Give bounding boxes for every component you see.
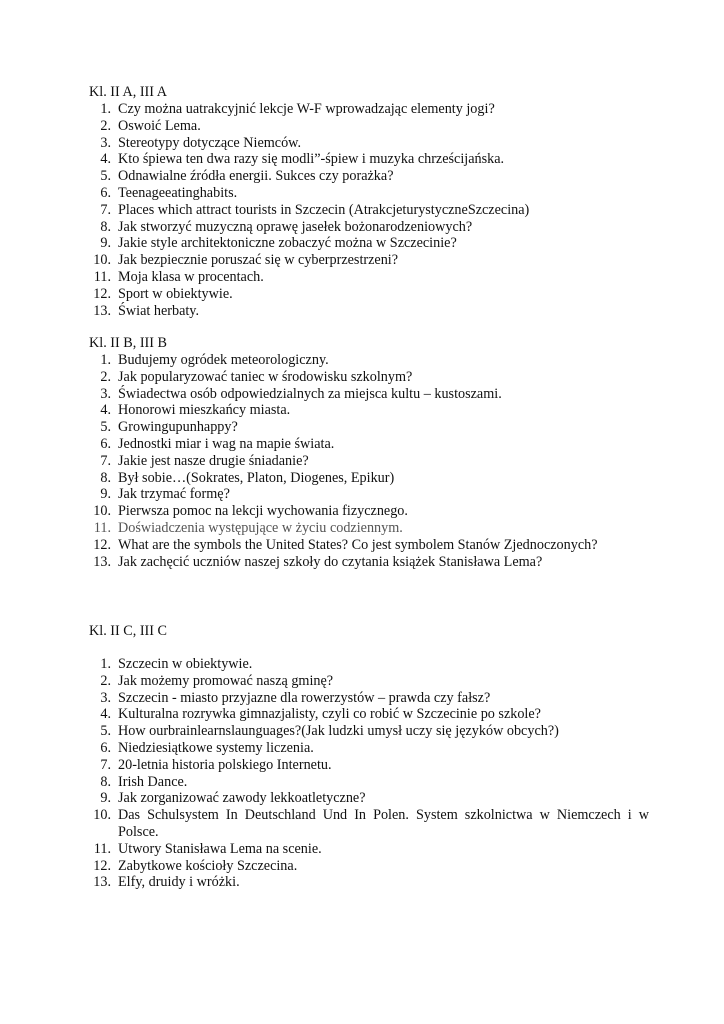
item-text: Jak trzymać formę? [118, 486, 230, 503]
list-item [89, 706, 649, 723]
item-number: 2. [100, 117, 111, 134]
item-number: 12. [93, 285, 111, 302]
item-text: Sport w obiektywie. [118, 285, 233, 302]
item-text: Jak popularyzować taniec w środowisku szkolnym? [118, 368, 413, 385]
item-number: 9. [100, 486, 111, 503]
item-text: Jak stworzyć muzyczną oprawę jasełek bożonarodzeniowych? [118, 218, 473, 235]
list-item [89, 656, 649, 673]
section-heading: Kl. II A, III A [89, 84, 168, 100]
item-number: 2. [100, 368, 111, 385]
list-item [89, 185, 649, 202]
item-text: Irish Dance. [118, 773, 188, 790]
item-number: 13. [93, 553, 111, 570]
item-number: 10. [93, 252, 111, 269]
item-number: 9. [100, 235, 111, 252]
list-item [89, 352, 649, 369]
item-text: Jak zachęcić uczniów naszej szkoły do czytania książek Stanisława Lema? [118, 553, 543, 570]
item-number: 3. [100, 134, 111, 151]
item-text: Niedziesiątkowe systemy liczenia. [118, 739, 314, 756]
list-item [89, 520, 649, 537]
item-number: 11. [93, 268, 111, 285]
list-item [89, 168, 649, 185]
list-item [89, 503, 649, 520]
item-number: 3. [100, 385, 111, 402]
list-item [89, 453, 649, 470]
item-number: 4. [100, 151, 111, 168]
item-number: 12. [93, 857, 111, 874]
list-item [89, 369, 649, 386]
list-item [89, 841, 649, 858]
item-text: Utwory Stanisława Lema na scenie. [118, 840, 322, 857]
section-heading: Kl. II B, III B [89, 335, 168, 351]
topic-list [89, 656, 649, 891]
list-item [89, 537, 649, 554]
item-number: 1. [100, 352, 111, 368]
section-class-a [89, 84, 649, 319]
list-item [89, 673, 649, 690]
item-text: How ourbrainlearnslaunguages?(Jak ludzki umysł uczy się języków obcych?) [118, 723, 559, 740]
item-text: Teenageeatinghabits. [118, 184, 238, 201]
item-number: 6. [100, 435, 111, 452]
item-text: Jednostki miar i wag na mapie świata. [118, 435, 335, 452]
item-text: What are the symbols the United States? Co jest symbolem Stanów Zjednoczonych? [118, 536, 598, 553]
list-item [89, 252, 649, 269]
item-number: 11. [93, 840, 111, 857]
item-number: 5. [100, 419, 111, 436]
item-text: Places which attract tourists in Szczecin (AtrakcjeturystyczneSzczecina) [118, 201, 530, 218]
list-item [89, 470, 649, 487]
item-text: Odnawialne źródła energii. Sukces czy porażka? [118, 168, 394, 185]
list-item [89, 858, 649, 875]
item-number: 7. [100, 201, 111, 218]
item-number: 12. [93, 536, 111, 553]
list-item [89, 303, 649, 320]
item-text: Zabytkowe kościoły Szczecina. [118, 857, 298, 874]
item-text: Szczecin - miasto przyjazne dla rowerzystów – prawda czy fałsz? [118, 689, 491, 706]
list-item [89, 723, 649, 740]
list-item [89, 486, 649, 503]
topic-list [89, 101, 649, 319]
item-text: Kulturalna rozrywka gimnazjalisty, czyli co robić w Szczecinie po szkole? [118, 706, 541, 723]
item-text: Czy można uatrakcyjnić lekcje W-F wprowadzając elementy jogi? [118, 101, 495, 117]
topic-list [89, 352, 649, 570]
item-number: 8. [100, 773, 111, 790]
list-item [89, 151, 649, 168]
section-class-c [89, 623, 649, 891]
item-text: Das Schulsystem In Deutschland Und In Polen. System szkolnictwa w Niemczech i w Polsce. [118, 807, 649, 840]
item-number: 7. [100, 756, 111, 773]
item-text: Świadectwa osób odpowiedzialnych za miejsca kultu – kustoszami. [118, 385, 502, 402]
item-text: Kto śpiewa ten dwa razy się modli”-śpiew i muzyka chrześcijańska. [118, 151, 505, 168]
item-number: 5. [100, 168, 111, 185]
item-number: 6. [100, 184, 111, 201]
section-heading: Kl. II C, III C [89, 623, 168, 639]
item-number: 10. [93, 503, 111, 520]
list-item [89, 286, 649, 303]
item-text: Honorowi mieszkańcy miasta. [118, 402, 291, 419]
item-text: Moja klasa w procentach. [118, 268, 264, 285]
item-number: 9. [100, 790, 111, 807]
item-text: Pierwsza pomoc na lekcji wychowania fizycznego. [118, 503, 408, 520]
item-number: 4. [100, 706, 111, 723]
list-item [89, 202, 649, 219]
item-text: Jak bezpiecznie poruszać się w cyberprzestrzeni? [118, 252, 399, 269]
item-text: Budujemy ogródek meteorologiczny. [118, 352, 329, 368]
item-number: 7. [100, 452, 111, 469]
item-text: Jakie jest nasze drugie śniadanie? [118, 452, 309, 469]
list-item [89, 690, 649, 707]
list-item [89, 118, 649, 135]
item-text: Elfy, druidy i wróżki. [118, 874, 240, 891]
list-item [89, 101, 649, 118]
item-number: 13. [93, 874, 111, 891]
list-item [89, 874, 649, 891]
list-item [89, 554, 649, 571]
list-item [89, 402, 649, 419]
item-number: 1. [100, 656, 111, 672]
item-number: 4. [100, 402, 111, 419]
list-item [89, 219, 649, 236]
section-class-b [89, 335, 649, 570]
item-text: Jak zorganizować zawody lekkoatletyczne? [118, 790, 366, 807]
item-number: 11. [93, 519, 111, 536]
item-number: 8. [100, 469, 111, 486]
list-item [89, 740, 649, 757]
list-item [89, 774, 649, 791]
item-text: 20-letnia historia polskiego Internetu. [118, 756, 332, 773]
item-text: Jakie style architektoniczne zobaczyć można w Szczecinie? [118, 235, 457, 252]
list-item [89, 790, 649, 807]
item-text: Growingupunhappy? [118, 419, 238, 436]
item-text: Świat herbaty. [118, 302, 200, 319]
item-text: Stereotypy dotyczące Niemców. [118, 134, 302, 151]
item-number: 10. [93, 807, 111, 824]
item-number: 2. [100, 672, 111, 689]
item-number: 1. [100, 101, 111, 117]
item-number: 6. [100, 739, 111, 756]
list-item [89, 386, 649, 403]
item-text: Doświadczenia występujące w życiu codziennym. [118, 519, 403, 536]
item-text: Był sobie…(Sokrates, Platon, Diogenes, Epikur) [118, 469, 395, 486]
list-item [89, 419, 649, 436]
list-item [89, 235, 649, 252]
list-item [89, 807, 649, 841]
list-item [89, 269, 649, 286]
item-number: 3. [100, 689, 111, 706]
item-number: 8. [100, 218, 111, 235]
item-text: Oswoić Lema. [118, 117, 201, 134]
list-item [89, 757, 649, 774]
item-text: Szczecin w obiektywie. [118, 656, 253, 672]
list-item [89, 135, 649, 152]
item-number: 13. [93, 302, 111, 319]
item-number: 5. [100, 723, 111, 740]
list-item [89, 436, 649, 453]
item-text: Jak możemy promować naszą gminę? [118, 672, 334, 689]
